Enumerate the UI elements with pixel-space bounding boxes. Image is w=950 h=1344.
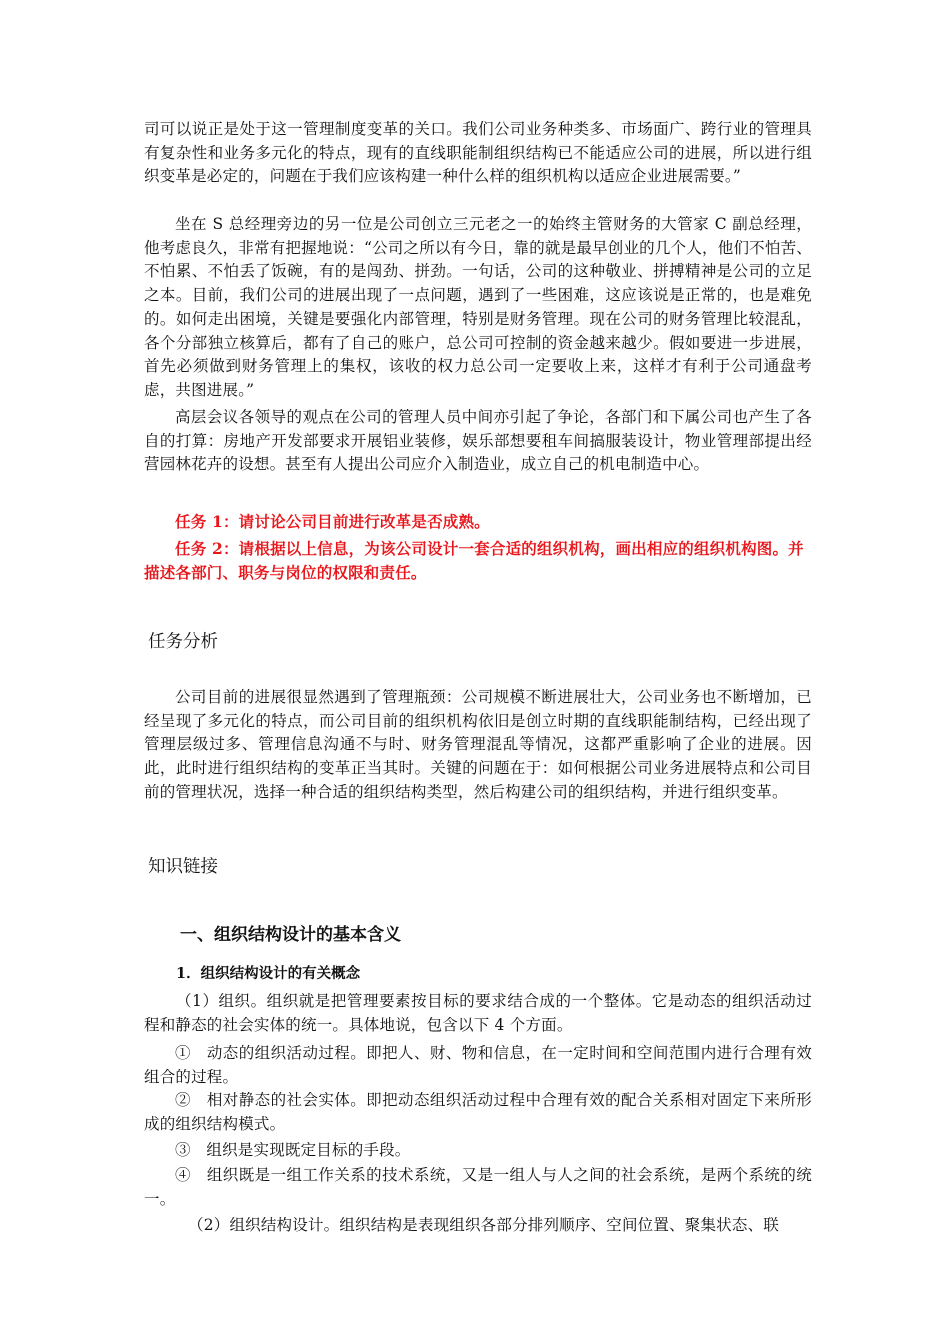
task-2: 任务 2：请根据以上信息，为该公司设计一套合适的组织机构，画出相应的组织机构图。并描述各部门、职务与岗位的权限和责任。 bbox=[144, 539, 804, 582]
task-1: 任务 1：请讨论公司目前进行改革是否成熟。 bbox=[175, 512, 490, 531]
point-4: ④ 组织既是一组工作关系的技术系统，又是一组人与人之间的社会系统，是两个系统的统一。 bbox=[144, 1166, 812, 1208]
section-title: 一、组织结构设计的基本含义 bbox=[180, 925, 401, 945]
organization-definition: （1）组织。组织就是把管理要素按目标的要求结合成的一个整体。它是动态的组织活动过程和静态的社会实体的统一。具体地说，包含以下 4 个方面。 bbox=[144, 992, 812, 1034]
case-paragraph-3: 高层会议各领导的观点在公司的管理人员中间亦引起了争论，各部门和下属公司也产生了各自的打算：房地产开发部要求开展铝业装修，娱乐部想要租车间搞服装设计，物业管理部提出经营园林花卉的设想。甚至有人提出公司应介入制造业，成立自己的机电制造中心。 bbox=[144, 408, 812, 474]
subsection-title: 1．组织结构设计的有关概念 bbox=[176, 965, 361, 982]
point-2: ② 相对静态的社会实体。即把动态组织活动过程中合理有效的配合关系相对固定下来所形成的组织结构模式。 bbox=[144, 1091, 812, 1133]
case-paragraph-1: 司可以说正是处于这一管理制度变革的关口。我们公司业务种类多、市场面广、跨行业的管理具有复杂性和业务多元化的特点，现有的直线职能制组织结构已不能适应公司的进展，所以进行组织变革是必定的，问题在于我们应该构建一种什么样的组织机构以适应企业进展需要。” bbox=[144, 120, 812, 186]
case-paragraph-2: 坐在 S 总经理旁边的另一位是公司创立三元老之一的始终主管财务的大管家 C 副总经理，他考虑良久，非常有把握地说：“公司之所以有今日，靠的就是最早创业的几个人，他们不怕苦、不怕累、不怕丢了饭碗，有的是闯劲、拼劲。一句话，公司的这种敬业、拼搏精神是公司的立足之本。目前，我们公司的进展出现了一点问题，遇到了一些困难，这应该说是正常的，也是难免的。如何走出困境，关键是要强化内部管理，特别是财务管理。现在公司的财务管理比较混乱，各个分部独立核算后，都有了自己的账户，总公司可控制的资金越来越少。假如要进一步进展，首先必须做到财务管理上的集权，该收的权力总公司一定要收上来，这样才有利于公司通盘考虑，共图进展。” bbox=[144, 215, 812, 399]
point-1: ① 动态的组织活动过程。即把人、财、物和信息，在一定时间和空间范围内进行合理有效组合的过程。 bbox=[144, 1044, 812, 1086]
point-3: ③ 组织是实现既定目标的手段。 bbox=[175, 1141, 411, 1159]
structure-design-definition: （2）组织结构设计。组织结构是表现组织各部分排列顺序、空间位置、聚集状态、联 bbox=[188, 1216, 779, 1234]
analysis-paragraph: 公司目前的进展很显然遇到了管理瓶颈：公司规模不断进展壮大，公司业务也不断增加，已经呈现了多元化的特点，而公司目前的组织机构依旧是创立时期的直线职能制结构，已经出现了管理层级过多、管理信息沟通不与时、财务管理混乱等情况，这都严重影响了企业的进展。因此，此时进行组织结构的变革正当其时。关键的问题在于：如何根据公司业务进展特点和公司目前的管理状况，选择一种合适的组织结构类型，然后构建公司的组织结构，并进行组织变革。 bbox=[144, 688, 812, 801]
knowledge-heading: 知识链接 bbox=[148, 857, 218, 877]
analysis-heading: 任务分析 bbox=[148, 632, 218, 652]
